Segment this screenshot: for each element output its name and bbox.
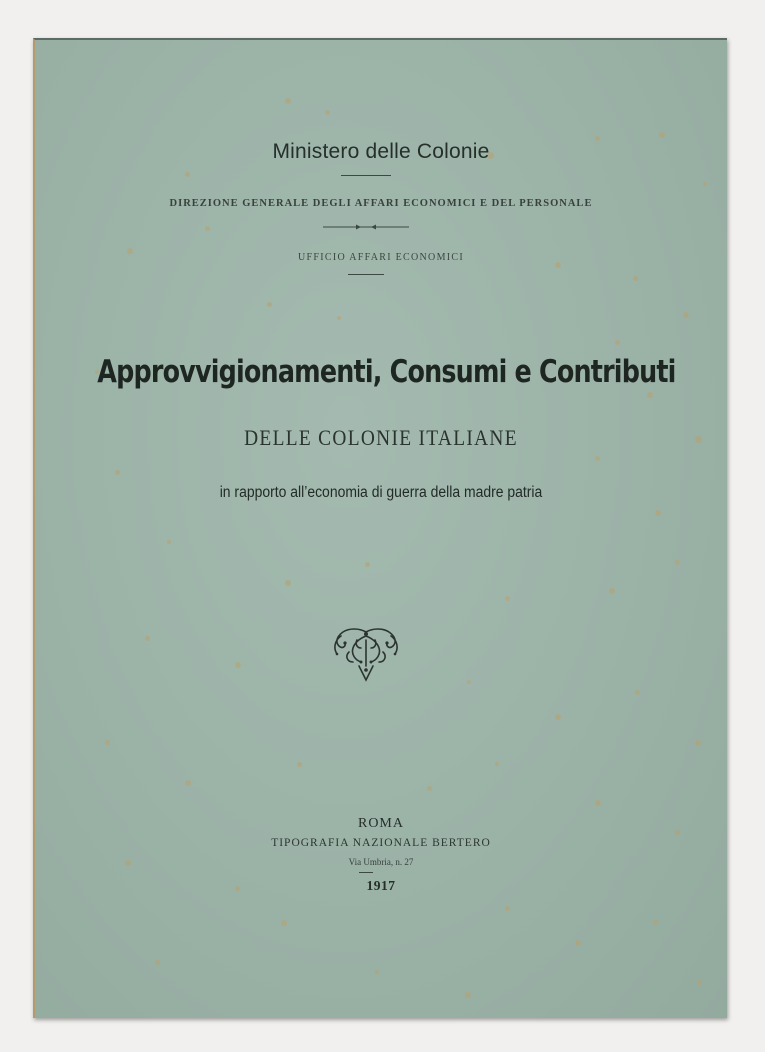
- arrow-rule-icon: [323, 224, 409, 230]
- floral-vignette-icon: [331, 626, 401, 682]
- ministry-heading: Ministero delle Colonie: [272, 140, 490, 163]
- document-cover: [33, 38, 727, 1018]
- document-tagline: in rapporto all’economia di guerra della madre patria: [219, 484, 543, 501]
- document-title: Approvvigionamenti, Consumi e Contributi: [97, 354, 676, 390]
- imprint-address: Via Umbria, n. 27: [348, 857, 414, 867]
- imprint-rule: [359, 872, 373, 873]
- imprint-city: ROMA: [357, 816, 404, 831]
- ministry-rule: [341, 175, 391, 176]
- imprint-year: 1917: [366, 878, 396, 893]
- imprint-printer: TIPOGRAFIA NAZIONALE BERTERO: [271, 837, 491, 849]
- foxing-texture: [35, 40, 727, 1018]
- office-rule: [348, 274, 384, 275]
- document-subtitle: DELLE COLONIE ITALIANE: [244, 425, 518, 450]
- office-line: UFFICIO AFFARI ECONOMICI: [297, 252, 465, 263]
- directorate-line: DIREZIONE GENERALE DEGLI AFFARI ECONOMICI E DEL PERSONALE: [169, 198, 593, 209]
